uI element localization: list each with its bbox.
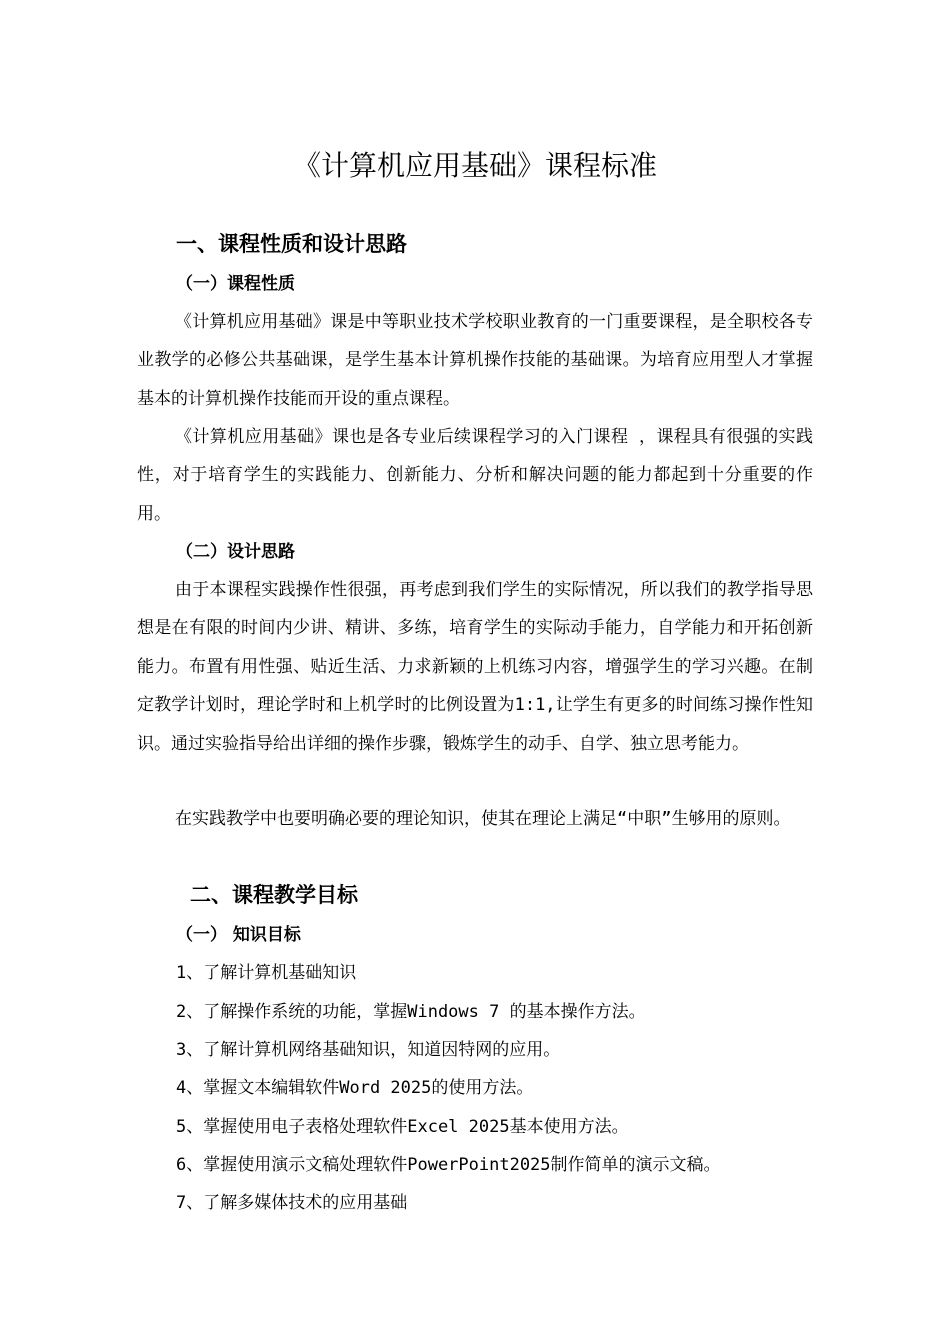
paragraph-design-idea-1: 由于本课程实践操作性很强，再考虑到我们学生的实际情况，所以我们的教学指导思想是在有限的时间内少讲、精讲、多练，培育学生的实际动手能力，自学能力和开拓创新能力。布置有用性强、贴近生活、力求新颖的上机练习内容，增强学生的学习兴趣。在制定教学计划时，理论学时和上机学时的比例设置为1:1,让学生有更多的时间练习操作性知识。通过实验指导给出详细的操作步骤，锻炼学生的动手、自学、独立思考能力。	[137, 580, 813, 754]
paragraph-design-idea-2: 在实践教学中也要明确必要的理论知识，使其在理论上满足“中职”生够用的原则。	[175, 809, 791, 829]
list-item: 1、了解计算机基础知识	[176, 963, 357, 983]
section-heading-teaching-goals: 二、课程教学目标	[190, 883, 358, 907]
subsection-heading-design-idea: （二）设计思路	[176, 542, 295, 562]
subsection-heading-course-nature: （一）课程性质	[176, 274, 295, 294]
list-item: 2、了解操作系统的功能，掌握Windows 7 的基本操作方法。	[176, 1002, 646, 1022]
paragraph-course-nature-1: 《计算机应用基础》课是中等职业技术学校职业教育的一门重要课程，是全职校各专业教学的必修公共基础课，是学生基本计算机操作技能的基础课。为培育应用型人才掌握基本的计算机操作技能而开设的重点课程。	[137, 312, 813, 409]
section-heading-nature-design: 一、课程性质和设计思路	[176, 232, 407, 256]
document-title: 《计算机应用基础》课程标准	[292, 149, 657, 182]
list-item: 3、了解计算机网络基础知识，知道因特网的应用。	[176, 1040, 561, 1060]
list-item: 5、掌握使用电子表格处理软件Excel 2025基本使用方法。	[176, 1117, 629, 1137]
paragraph-course-nature-2: 《计算机应用基础》课也是各专业后续课程学习的入门课程 ，课程具有很强的实践性，对于培育学生的实践能力、创新能力、分析和解决问题的能力都起到十分重要的作用。	[137, 427, 813, 524]
list-item: 6、掌握使用演示文稿处理软件PowerPoint2025制作简单的演示文稿。	[176, 1155, 721, 1175]
subsection-heading-knowledge-goals: （一） 知识目标	[176, 925, 301, 945]
list-item: 7、了解多媒体技术的应用基础	[176, 1193, 408, 1213]
list-item: 4、掌握文本编辑软件Word 2025的使用方法。	[176, 1078, 534, 1098]
